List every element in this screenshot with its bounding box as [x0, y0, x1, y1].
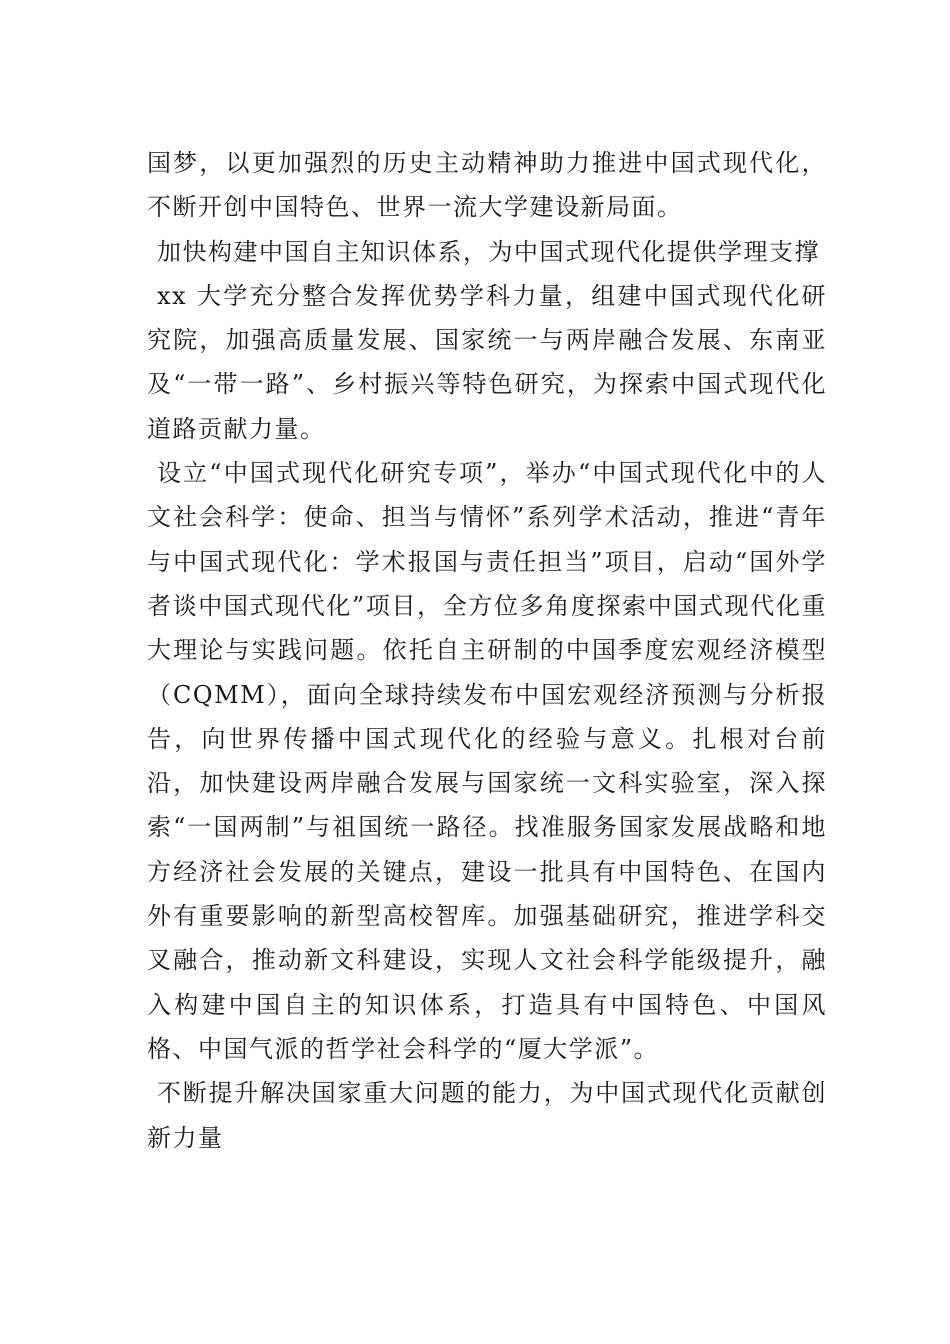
section-heading-knowledge-system: 加快构建中国自主知识体系，为中国式现代化提供学理支撑 — [157, 237, 820, 266]
paragraph-research-institute: xx 大学充分整合发挥优势学科力量，组建中国式现代化研究院，加强高质量发展、国家统一与两岸融合发展、东南亚及“一带一路”、乡村振兴等特色研究，为探索中国式现代化道路贡献力量。 — [147, 281, 827, 443]
document-body — [147, 141, 827, 1160]
paragraph-continuation: 国梦，以更加强烈的历史主动精神助力推进中国式现代化，不断开创中国特色、世界一流大学建设新局面。 — [147, 149, 827, 222]
section-heading-innovation: 不断提升解决国家重大问题的能力，为中国式现代化贡献创新力量 — [147, 1079, 827, 1152]
paragraph-research-projects: 设立“中国式现代化研究专项”，举办“中国式现代化中的人文社会科学：使命、担当与情怀”系列学术活动，推进“青年与中国式现代化：学术报国与责任担当”项目，启动“国外学者谈中国式现代化”项目，全方位多角度探索中国式现代化重大理论与实践问题。依托自主研制的中国季度宏观经济模型（CQMM），面向全球持续发布中国宏观经济预测与分析报告，向世界传播中国式现代化的经验与意义。扎根对台前沿，加快建设两岸融合发展与国家统一文科实验室，深入探索“一国两制”与祖国统一路径。找准服务国家发展战略和地方经济社会发展的关键点，建设一批具有中国特色、在国内外有重要影响的新型高校智库。加强基础研究，推进学科交叉融合，推动新文科建设，实现人文社会科学能级提升，融入构建中国自主的知识体系，打造具有中国特色、中国风格、中国气派的哲学社会科学的“厦大学派”。 — [147, 459, 827, 1063]
